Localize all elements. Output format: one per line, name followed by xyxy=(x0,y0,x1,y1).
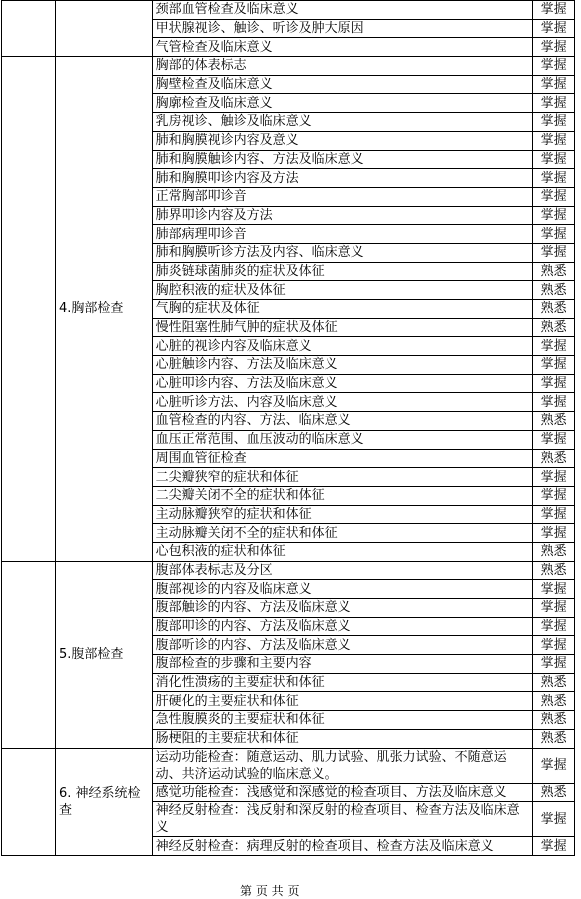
requirement-level: 熟悉 xyxy=(533,300,575,319)
item-content: 胸腔积液的症状及体征 xyxy=(152,281,533,300)
section-name: 5.腹部检查 xyxy=(55,561,152,748)
requirement-level: 掌握 xyxy=(533,599,575,618)
requirement-level: 掌握 xyxy=(533,150,575,169)
item-content: 肝硬化的主要症状和体征 xyxy=(152,692,533,711)
requirement-level: 掌握 xyxy=(533,837,575,856)
item-content: 神经反射检查：病理反射的检查项目、检查方法及临床意义 xyxy=(152,837,533,856)
requirement-level: 掌握 xyxy=(533,113,575,132)
item-content: 心脏触诊内容、方法及临床意义 xyxy=(152,356,533,375)
requirement-level: 掌握 xyxy=(533,524,575,543)
item-content: 二尖瓣关闭不全的症状和体征 xyxy=(152,486,533,505)
blank-cell xyxy=(2,748,56,855)
item-content: 气胸的症状及体征 xyxy=(152,300,533,319)
item-content: 胸廓检查及临床意义 xyxy=(152,94,533,113)
requirement-level: 掌握 xyxy=(533,94,575,113)
item-content: 肠梗阻的主要症状和体征 xyxy=(152,729,533,748)
item-content: 颈部血管检查及临床意义 xyxy=(152,1,533,20)
section-name xyxy=(55,1,152,57)
table-row xyxy=(2,748,575,783)
section-name: 4.胸部检查 xyxy=(55,57,152,562)
section-name: 6. 神经系统检查 xyxy=(55,748,152,855)
blank-cell xyxy=(2,1,56,57)
item-content: 感觉功能检查：浅感觉和深感觉的检查项目、方法及临床意义 xyxy=(152,783,533,802)
item-content: 甲状腺视诊、触诊、听诊及肿大原因 xyxy=(152,19,533,38)
blank-cell xyxy=(2,57,56,562)
item-content: 肺炎链球菌肺炎的症状及体征 xyxy=(152,262,533,281)
requirement-level: 掌握 xyxy=(533,131,575,150)
blank-cell xyxy=(2,561,56,748)
item-content: 神经反射检查：浅反射和深反射的检查项目、检查方法及临床意义 xyxy=(152,802,533,837)
requirement-level: 熟悉 xyxy=(533,281,575,300)
item-content: 周围血管征检查 xyxy=(152,449,533,468)
item-content: 心脏叩诊内容、方法及临床意义 xyxy=(152,374,533,393)
item-content: 胸壁检查及临床意义 xyxy=(152,75,533,94)
requirement-level: 掌握 xyxy=(533,169,575,188)
requirement-level: 熟悉 xyxy=(533,262,575,281)
requirement-level: 掌握 xyxy=(533,802,575,837)
item-content: 慢性阻塞性肺气肿的症状及体征 xyxy=(152,318,533,337)
requirement-level: 掌握 xyxy=(533,187,575,206)
syllabus-body xyxy=(2,1,575,856)
item-content: 腹部触诊的内容、方法及临床意义 xyxy=(152,599,533,618)
requirement-level: 掌握 xyxy=(533,748,575,783)
item-content: 肺和胸膜触诊内容、方法及临床意义 xyxy=(152,150,533,169)
requirement-level: 掌握 xyxy=(533,57,575,76)
page-footer: 第 页 共 页 xyxy=(240,884,300,898)
requirement-level: 掌握 xyxy=(533,38,575,57)
requirement-level: 熟悉 xyxy=(533,542,575,561)
table-row xyxy=(2,57,575,76)
item-content: 胸部的体表标志 xyxy=(152,57,533,76)
requirement-level: 熟悉 xyxy=(533,318,575,337)
item-content: 气管检查及临床意义 xyxy=(152,38,533,57)
item-content: 血压正常范围、血压波动的临床意义 xyxy=(152,430,533,449)
item-content: 肺和胸膜叩诊内容及方法 xyxy=(152,169,533,188)
item-content: 腹部体表标志及分区 xyxy=(152,561,533,580)
item-content: 心脏听诊方法、内容及临床意义 xyxy=(152,393,533,412)
requirement-level: 熟悉 xyxy=(533,673,575,692)
item-content: 乳房视诊、触诊及临床意义 xyxy=(152,113,533,132)
requirement-level: 掌握 xyxy=(533,356,575,375)
syllabus-table xyxy=(1,0,575,856)
item-content: 肺和胸膜听诊方法及内容、临床意义 xyxy=(152,243,533,262)
requirement-level: 掌握 xyxy=(533,225,575,244)
item-content: 腹部听诊的内容、方法及临床意义 xyxy=(152,636,533,655)
requirement-level: 熟悉 xyxy=(533,412,575,431)
requirement-level: 掌握 xyxy=(533,393,575,412)
item-content: 腹部视诊的内容及临床意义 xyxy=(152,580,533,599)
requirement-level: 熟悉 xyxy=(533,449,575,468)
requirement-level: 掌握 xyxy=(533,655,575,674)
requirement-level: 掌握 xyxy=(533,206,575,225)
item-content: 正常胸部叩诊音 xyxy=(152,187,533,206)
requirement-level: 掌握 xyxy=(533,19,575,38)
requirement-level: 掌握 xyxy=(533,374,575,393)
table-row xyxy=(2,561,575,580)
item-content: 肺部病理叩诊音 xyxy=(152,225,533,244)
item-content: 心包积液的症状和体征 xyxy=(152,542,533,561)
requirement-level: 掌握 xyxy=(533,1,575,20)
item-content: 运动功能检查：随意运动、肌力试验、肌张力试验、不随意运动、共济运动试验的临床意义。 xyxy=(152,748,533,783)
requirement-level: 熟悉 xyxy=(533,561,575,580)
item-content: 急性腹膜炎的主要症状和体征 xyxy=(152,711,533,730)
requirement-level: 熟悉 xyxy=(533,783,575,802)
requirement-level: 掌握 xyxy=(533,337,575,356)
requirement-level: 掌握 xyxy=(533,468,575,487)
requirement-level: 掌握 xyxy=(533,617,575,636)
requirement-level: 掌握 xyxy=(533,580,575,599)
item-content: 主动脉瓣狭窄的症状和体征 xyxy=(152,505,533,524)
requirement-level: 掌握 xyxy=(533,243,575,262)
requirement-level: 掌握 xyxy=(533,75,575,94)
item-content: 二尖瓣狭窄的症状和体征 xyxy=(152,468,533,487)
requirement-level: 熟悉 xyxy=(533,729,575,748)
item-content: 主动脉瓣关闭不全的症状和体征 xyxy=(152,524,533,543)
item-content: 肺界叩诊内容及方法 xyxy=(152,206,533,225)
item-content: 血管检查的内容、方法、临床意义 xyxy=(152,412,533,431)
item-content: 腹部叩诊的内容、方法及临床意义 xyxy=(152,617,533,636)
requirement-level: 熟悉 xyxy=(533,711,575,730)
item-content: 肺和胸膜视诊内容及意义 xyxy=(152,131,533,150)
item-content: 消化性溃疡的主要症状和体征 xyxy=(152,673,533,692)
requirement-level: 掌握 xyxy=(533,636,575,655)
requirement-level: 掌握 xyxy=(533,486,575,505)
table-row xyxy=(2,1,575,20)
requirement-level: 掌握 xyxy=(533,505,575,524)
requirement-level: 掌握 xyxy=(533,430,575,449)
item-content: 心脏的视诊内容及临床意义 xyxy=(152,337,533,356)
requirement-level: 熟悉 xyxy=(533,692,575,711)
item-content: 腹部检查的步骤和主要内容 xyxy=(152,655,533,674)
